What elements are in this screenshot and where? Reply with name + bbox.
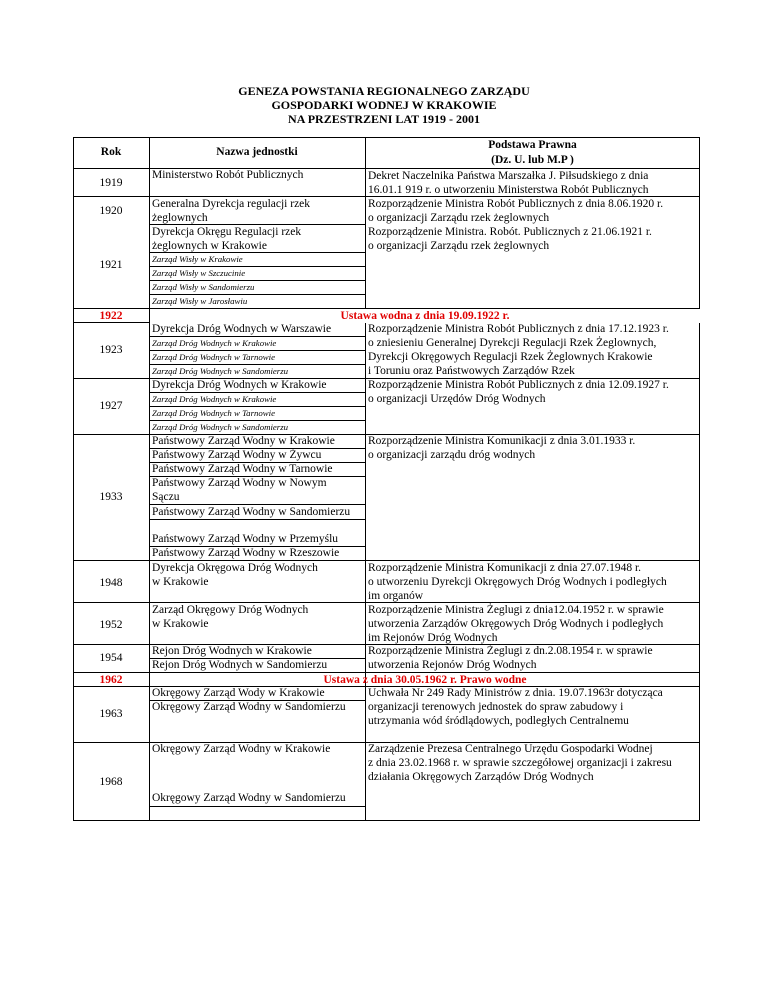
law-1962: Ustawa z dnia 30.05.1962 r. Prawo wodne [323, 674, 527, 686]
unit-line [149, 294, 365, 295]
unit-name: Dyrekcja Okręgowa Dróg Wodnych [152, 562, 318, 574]
unit-line [149, 364, 365, 365]
year-1968: 1968 [99, 776, 123, 788]
legal-text: o organizacji Urzędów Dróg Wodnych [368, 393, 546, 405]
sub-unit-name: Zarząd Dróg Wodnych w Tarnowie [152, 408, 276, 418]
unit-name: w Krakowie [152, 576, 209, 588]
unit-name: Ministerstwo Robót Publicznych [152, 169, 304, 181]
year-1921: 1921 [99, 259, 123, 271]
legal-text: z dnia 23.02.1968 r. w sprawie szczegółowej organizacji i zakresu [368, 757, 672, 769]
header-legal-2: (Dz. U. lub M.P ) [491, 154, 574, 166]
unit-name: Rejon Dróg Wodnych w Sandomierzu [152, 659, 328, 671]
year-1952: 1952 [99, 619, 123, 631]
unit-line [149, 806, 365, 807]
unit-name: Państwowy Zarząd Wodny w Sandomierzu [152, 506, 351, 518]
unit-name: Sączu [152, 491, 180, 503]
legal-text: Rozporządzenie Ministra. Robót. Publicznych z 21.06.1921 r. [368, 226, 652, 238]
legal-text: utworzenia Zarządów Okręgowych Dróg Wodnych i podległych [368, 618, 664, 630]
year-1923: 1923 [99, 344, 123, 356]
sub-unit-name: Zarząd Wisły w Krakowie [152, 254, 243, 264]
year-1933: 1933 [99, 491, 123, 503]
unit-name: Rejon Dróg Wodnych w Krakowie [152, 645, 312, 657]
year-1919: 1919 [99, 177, 123, 189]
unit-name: Zarząd Okręgowy Dróg Wodnych [152, 604, 309, 616]
unit-name: Dyrekcja Okręgu Regulacji rzek [152, 226, 302, 238]
legal-text: organizacji terenowych jednostek do spraw zabudowy i [368, 701, 624, 713]
legal-text: Rozporządzenie Ministra Żeglugi z dnia12.04.1952 r. w sprawie [368, 604, 664, 616]
year-1962: 1962 [99, 674, 123, 686]
legal-text: o organizacji Zarządu rzek żeglownych [368, 240, 550, 252]
legal-text: Rozporządzenie Ministra Robót Publicznych z dnia 8.06.1920 r. [368, 198, 664, 210]
doc-title-line-2: GOSPODARKI WODNEJ W KRAKOWIE [271, 98, 497, 112]
unit-name: Państwowy Zarząd Wodny w Przemyślu [152, 533, 339, 545]
unit-line [149, 420, 365, 421]
year-1954: 1954 [99, 652, 123, 664]
legal-text: Rozporządzenie Ministra Robót Publicznych z dnia 12.09.1927 r. [368, 379, 669, 391]
legal-text: Dekret Naczelnika Państwa Marszałka J. Piłsudskiego z dnia [368, 170, 649, 182]
year-1920: 1920 [99, 205, 123, 217]
unit-name: żeglownych [152, 212, 208, 224]
unit-line [149, 392, 365, 393]
sub-unit-name: Zarząd Wisły w Jarosławiu [152, 296, 248, 306]
unit-line [149, 280, 365, 281]
doc-title-line-3: NA PRZESTRZENI LAT 1919 - 2001 [288, 112, 480, 126]
legal-text: Rozporządzenie Ministra Komunikacji z dnia 27.07.1948 r. [368, 562, 642, 574]
unit-name: Państwowy Zarząd Wodny w Nowym [152, 477, 327, 489]
sub-unit-name: Zarząd Dróg Wodnych w Tarnowie [152, 352, 276, 362]
unit-line [149, 406, 365, 407]
unit-name: Okręgowy Zarząd Wodny w Krakowie [152, 743, 331, 755]
legal-text: o utworzeniu Dyrekcji Okręgowych Dróg Wodnych i podległych [368, 576, 667, 588]
unit-name: żeglownych w Krakowie [152, 240, 267, 252]
unit-name: w Krakowie [152, 618, 209, 630]
legal-text: Zarządzenie Prezesa Centralnego Urzędu Gospodarki Wodnej [368, 743, 653, 755]
legal-text: Rozporządzenie Ministra Żeglugi z dn.2.08.1954 r. w sprawie [368, 645, 653, 657]
legal-text: utworzenia Rejonów Dróg Wodnych [368, 659, 537, 671]
col-divider-unit [365, 137, 366, 821]
legal-text: im organów [368, 590, 424, 602]
legal-text: utrzymania wód śródlądowych, podległych Centralnemu [368, 715, 629, 727]
unit-name: Państwowy Zarząd Wodny w Tarnowie [152, 463, 333, 475]
legal-text: Dyrekcji Okręgowych Regulacji Rzek Żeglownych Krakowie [368, 351, 653, 363]
doc-title-line-1: GENEZA POWSTANIA REGIONALNEGO ZARZĄDU [238, 84, 530, 98]
sub-unit-name: Zarząd Dróg Wodnych w Sandomierzu [152, 366, 289, 376]
unit-name: Dyrekcja Dróg Wodnych w Warszawie [152, 323, 332, 335]
unit-name: Dyrekcja Dróg Wodnych w Krakowie [152, 379, 327, 391]
header-unit: Nazwa jednostki [216, 146, 298, 158]
legal-text: Rozporządzenie Ministra Komunikacji z dnia 3.01.1933 r. [368, 435, 636, 447]
legal-text: Rozporządzenie Ministra Robót Publicznych z dnia 17.12.1923 r. [368, 323, 669, 335]
header-legal-1: Podstawa Prawna [488, 139, 577, 151]
sub-unit-name: Zarząd Dróg Wodnych w Sandomierzu [152, 422, 289, 432]
unit-line [149, 266, 365, 267]
year-1963: 1963 [99, 708, 123, 720]
sub-unit-name: Zarząd Dróg Wodnych w Krakowie [152, 338, 277, 348]
unit-name: Okręgowy Zarząd Wodny w Sandomierzu [152, 792, 346, 804]
unit-name: Okręgowy Zarząd Wody w Krakowie [152, 687, 325, 699]
year-1927: 1927 [99, 400, 123, 412]
legal-text: i Toruniu oraz Państwowych Zarządów Rzek [368, 365, 575, 377]
unit-line [149, 350, 365, 351]
legal-text: działania Okręgowych Zarządów Dróg Wodnych [368, 771, 594, 783]
unit-name: Generalna Dyrekcja regulacji rzek [152, 198, 311, 210]
legal-text: 16.01.1 919 r. o utworzeniu Ministerstwa Robót Publicznych [368, 184, 649, 196]
sub-unit-name: Zarząd Wisły w Szczucinie [152, 268, 246, 278]
legal-text: o organizacji Zarządu rzek żeglownych [368, 212, 550, 224]
unit-line [149, 519, 365, 520]
law-1922: Ustawa wodna z dnia 19.09.1922 r. [150, 309, 700, 323]
unit-line [149, 336, 365, 337]
year-1948: 1948 [99, 577, 123, 589]
sub-unit-name: Zarząd Dróg Wodnych w Krakowie [152, 394, 277, 404]
sub-unit-name: Zarząd Wisły w Sandomierzu [152, 282, 255, 292]
col-divider-year [149, 137, 150, 821]
year-1922: 1922 [99, 310, 123, 322]
header-year: Rok [100, 146, 122, 158]
unit-name: Państwowy Zarząd Wodny w Rzeszowie [152, 547, 340, 559]
legal-text: o organizacji zarządu dróg wodnych [368, 449, 536, 461]
unit-name: Państwowy Zarząd Wodny w Krakowie [152, 435, 335, 447]
legal-text: im Rejonów Dróg Wodnych [368, 632, 498, 644]
legal-text: o zniesieniu Generalnej Dyrekcji Regulacji Rzek Żeglownych, [368, 337, 657, 349]
unit-name: Okręgowy Zarząd Wodny w Sandomierzu [152, 701, 346, 713]
legal-text: Uchwała Nr 249 Rady Ministrów z dnia. 19.07.1963r dotycząca [368, 687, 663, 699]
unit-name: Państwowy Zarząd Wodny w Żywcu [152, 449, 322, 461]
